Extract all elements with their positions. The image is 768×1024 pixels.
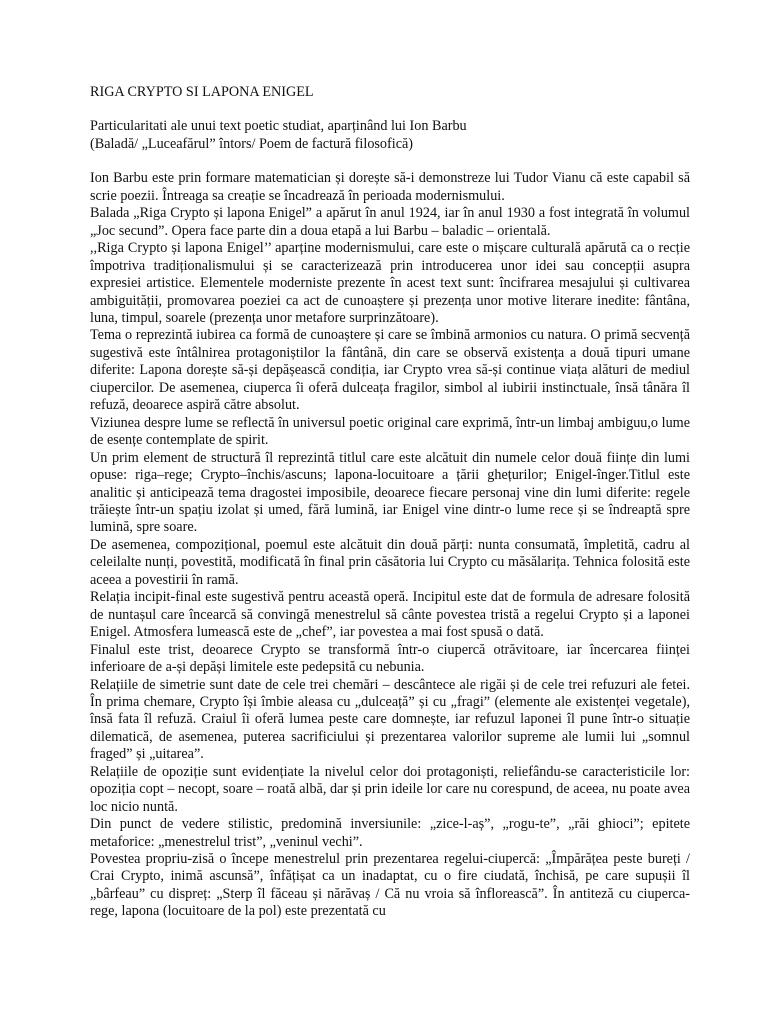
document-body bbox=[90, 170, 690, 920]
body-paragraph: Relațiile de simetrie sunt date de cele trei chemări – descântece ale rigăi și de cele trei refuzuri ale fetei. În prima chemare, Crypto își îmbie aleasa cu „dulceață” și cu „fragi” (elemente ale existenței vegetale), însă fata îl refuză. Craiul îi oferă lumea peste care domnește, iar refuzul laponei îl pune într-o situație dilematică, de asemenea, puterea sacrificiului și prezentarea valorilor supreme ale lumii lui „somnul fraged” și „uitarea”. bbox=[90, 676, 690, 763]
body-paragraph: De asemenea, compozițional, poemul este alcătuit din două părți: nunta consumată, împletită, cadru al celeilalte nunți, povestită, modificată în final prin căsătoria lui Crypto cu măsălarița. Tehnica folosită este aceea a povestirii în ramă. bbox=[90, 536, 690, 588]
body-paragraph: Ion Barbu este prin formare matematician și dorește să-i demonstreze lui Tudor Vianu că este capabil să scrie poezii. Întreaga sa creație se încadrează în perioada modernismului. bbox=[90, 170, 690, 204]
body-paragraph: Viziunea despre lume se reflectă în universul poetic original care exprimă, într-un limbaj ambiguu,o lume de esențe contemplate de spirit. bbox=[90, 414, 690, 449]
body-paragraph: ,,Riga Crypto și lapona Enigel’’ aparține modernismului, care este o mișcare culturală apărută ca o recție împotriva tradiționalismului și se caracterizează prin introducerea unor idei sau concepții asupra expresiei artistice. Elementele moderniste prezente în acest text sunt: încifrarea mesajului și cultivarea ambiguității, promovarea poeziei ca act de cunoaștere și prezența unor motive literare inedite: fântâna, luna, timpul, soarele (prezența unor metafore surprinzătoare). bbox=[90, 240, 690, 326]
document-title: RIGA CRYPTO SI LAPONA ENIGEL bbox=[90, 84, 314, 100]
body-paragraph: Relațiile de opoziție sunt evidențiate la nivelul celor doi protagoniști, reliefându-se caracteristicile lor: opoziția copt – necopt, soare – roată albă, dar și prin ideile lor care nu corespund, de aceea, nu poate avea loc nicio nuntă. bbox=[90, 763, 690, 815]
body-paragraph: Povestea propriu-zisă o începe menestrelul prin prezentarea regelui-ciupercă: „Împărățea peste bureți / Crai Crypto, inimă ascunsă”, înfățișat ca un inadaptat, cu o fire ciudată, închisă, pe care supușii îl „bârfeau” cu dispreț: „Sterp îl făceau și nărăvaș / Că nu vroia să înflorească”. În antiteză cu ciuperca-rege, lapona (locuitoare de la pol) este prezentată cu bbox=[90, 851, 690, 920]
body-paragraph: Balada „Riga Crypto și lapona Enigel” a apărut în anul 1924, iar în anul 1930 a fost integrată în volumul „Joc secund”. Opera face parte din a doua etapă a lui Barbu – baladic – orientală. bbox=[90, 205, 690, 239]
body-paragraph: Un prim element de structură îl reprezintă titlul care este alcătuit din numele celor două ființe din lumi opuse: riga–rege; Crypto–închis/ascuns; lapona-locuitoare a țării ghețurilor; Enigel-înger.Titlul este analitic și anticipează tema dragostei imposibile, deoarece fiecare personaj vine din lumi diferite: regele trăiește într-un spațiu izolat și umed, fără lumină, iar Enigel vine dintr-o lume rece și se îndreaptă spre lumină, spre soare. bbox=[90, 449, 690, 536]
document-page bbox=[90, 84, 690, 921]
document-subtitle bbox=[90, 118, 690, 153]
subtitle-line: Particularitati ale unui text poetic studiat, aparținând lui Ion Barbu bbox=[90, 118, 467, 135]
body-paragraph: Finalul este trist, deoarece Crypto se transformă într-o ciupercă otrăvitoare, iar încercarea ființei inferioare de a-și depăși limitele este pedepsită cu nebunia. bbox=[90, 641, 690, 676]
body-paragraph: Relația incipit-final este sugestivă pentru această operă. Incipitul este dat de formula de adresare folosită de nuntașul care încearcă să convingă menestrelul să cânte povestea tristă a regelui Crypto și a laponei Enigel. Atmosfera lumească este de „chef”, iar povestea a mai fost spusă o dată. bbox=[90, 589, 690, 641]
body-paragraph: Din punct de vedere stilistic, predomină inversiunile: „zice-l-aș”, „rogu-te”, „răi ghioci”; epitete metaforice: „menestrelul trist”, „veninul vechi”. bbox=[90, 816, 690, 850]
body-paragraph: Tema o reprezintă iubirea ca formă de cunoaștere și care se îmbină armonios cu natura. O primă secvență sugestivă este întâlnirea protagoniștilor la fântână, din care se observă existența a două tipuri umane diferite: Lapona dorește să-și depășească condiția, iar Crypto vrea să-și continue viața alături de mediul ciupercilor. De asemenea, ciuperca îi oferă dulceața fragilor, simbol al iubirii instinctuale, însă tânăra îl refuză, deoarece aspiră către absolut. bbox=[90, 327, 690, 414]
subtitle-line: (Baladă/ „Luceafărul” întors/ Poem de factură filosofică) bbox=[90, 135, 414, 152]
